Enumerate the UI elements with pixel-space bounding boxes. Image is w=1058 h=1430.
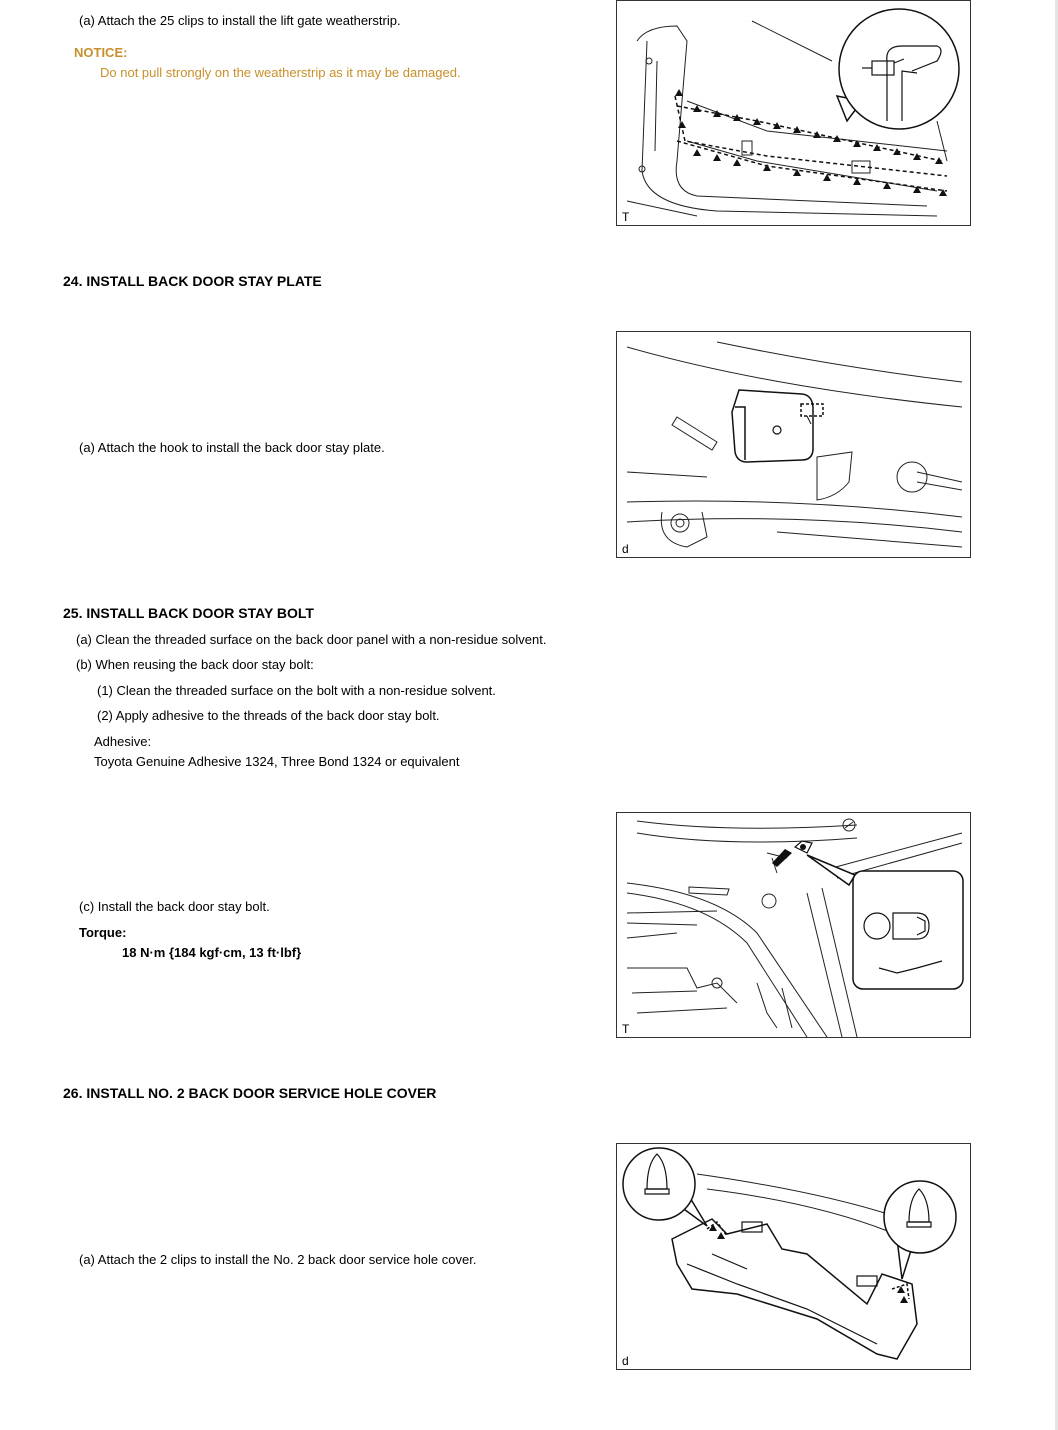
torque-value: 18 N·m {184 kgf·cm, 13 ft·lbf} <box>122 945 302 960</box>
step24-heading: 24. INSTALL BACK DOOR STAY PLATE <box>63 273 322 289</box>
adhesive-label: Adhesive: <box>94 734 152 749</box>
step25-item-b: (b) When reusing the back door stay bolt: <box>76 657 314 672</box>
step25-item-b1: (1) Clean the threaded surface on the bolt with a non-residue solvent. <box>97 683 496 698</box>
step24-instruction: (a) Attach the hook to install the back door stay plate. <box>79 440 385 455</box>
weatherstrip-figure <box>616 0 971 226</box>
notice-title: NOTICE: <box>74 45 128 60</box>
stay-bolt-illustration <box>617 813 970 1037</box>
stay-plate-figure <box>616 331 971 558</box>
step25-heading: 25. INSTALL BACK DOOR STAY BOLT <box>63 605 314 621</box>
step25-item-c: (c) Install the back door stay bolt. <box>79 899 270 914</box>
step25-item-a: (a) Clean the threaded surface on the back door panel with a non-residue solvent. <box>76 632 547 647</box>
figure-code-label: d <box>622 1354 629 1368</box>
figure-code-label: T <box>622 1022 630 1036</box>
step26-heading: 26. INSTALL NO. 2 BACK DOOR SERVICE HOLE COVER <box>63 1085 437 1101</box>
stay-plate-illustration <box>617 332 970 557</box>
service-hole-cover-figure <box>616 1143 971 1370</box>
weatherstrip-illustration <box>617 1 970 225</box>
torque-label: Torque: <box>79 925 127 940</box>
notice-text: Do not pull strongly on the weatherstrip as it may be damaged. <box>100 65 461 80</box>
adhesive-value: Toyota Genuine Adhesive 1324, Three Bond 1324 or equivalent <box>94 754 460 769</box>
figure-code-label: d <box>622 542 629 556</box>
step25-item-b2: (2) Apply adhesive to the threads of the back door stay bolt. <box>97 708 440 723</box>
step23-instruction: (a) Attach the 25 clips to install the lift gate weatherstrip. <box>79 13 401 28</box>
step26-instruction: (a) Attach the 2 clips to install the No. 2 back door service hole cover. <box>79 1252 477 1267</box>
service-hole-cover-illustration <box>617 1144 970 1369</box>
figure-code-label: T <box>622 210 630 224</box>
stay-bolt-figure <box>616 812 971 1038</box>
